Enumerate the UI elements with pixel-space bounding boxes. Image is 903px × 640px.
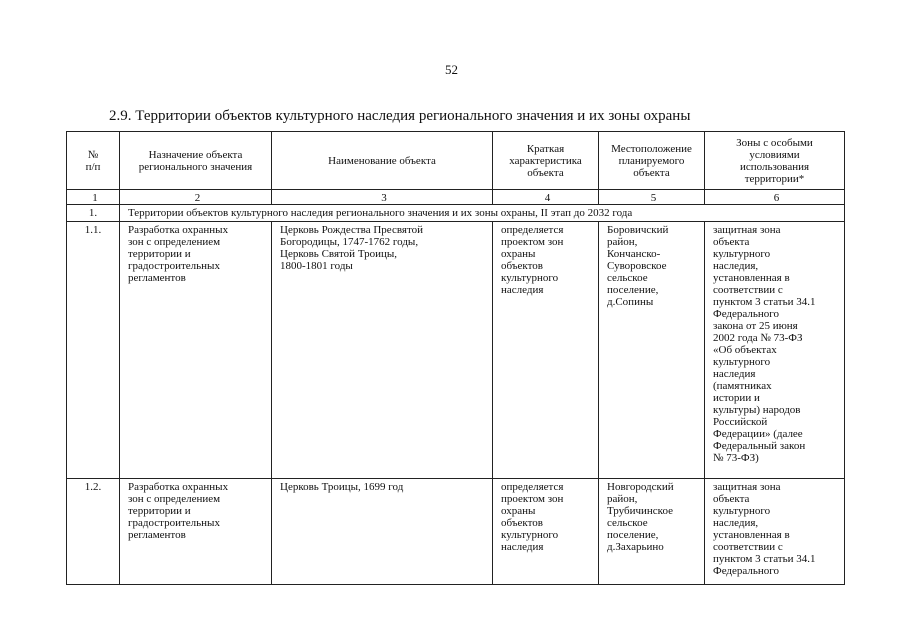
- column-number: 1: [67, 190, 120, 205]
- header-name: Наименование объекта: [272, 132, 493, 190]
- column-number: 2: [120, 190, 272, 205]
- row-name: Церковь Троицы, 1699 год: [272, 479, 493, 585]
- row-location: Боровичский район, Кончанско- Суворовское сельское поселение, д.Сопины: [599, 222, 705, 479]
- table-row: [67, 222, 845, 479]
- row-zones: защитная зона объекта культурного наследия, установленная в соответствии с пунктом 3 статьи 34.1 Федерального закона от 25 июня 2002 года № 73-ФЗ «Об объектах культурного наследия (памятниках истории и культуры) народов Российской Федерации» (далее Федеральный закон № 73-ФЗ): [705, 222, 845, 479]
- section-title: 2.9. Территории объектов культурного наследия регионального значения и их зоны охраны: [109, 108, 691, 124]
- row-characteristic: определяется проектом зон охраны объектов культурного наследия: [493, 222, 599, 479]
- header-zones: Зоны с особыми условиями использования территории*: [705, 132, 845, 190]
- header-num: № п/п: [67, 132, 120, 190]
- table-header-row: [67, 132, 845, 190]
- row-purpose: Разработка охранных зон с определением территории и градостроительных регламентов: [120, 479, 272, 585]
- row-characteristic: определяется проектом зон охраны объектов культурного наследия: [493, 479, 599, 585]
- section-row: [67, 205, 845, 222]
- column-number: 4: [493, 190, 599, 205]
- header-location: Местоположение планируемого объекта: [599, 132, 705, 190]
- page-number: 52: [445, 62, 458, 77]
- column-number: 5: [599, 190, 705, 205]
- section-row-text: Территории объектов культурного наследия регионального значения и их зоны охраны, II этап до 2032 года: [120, 205, 845, 222]
- header-purpose: Назначение объекта регионального значения: [120, 132, 272, 190]
- row-location: Новгородский район, Трубичинское сельское поселение, д.Захарьино: [599, 479, 705, 585]
- row-zones: защитная зона объекта культурного наследия, установленная в соответствии с пунктом 3 статьи 34.1 Федерального: [705, 479, 845, 585]
- column-number: 6: [705, 190, 845, 205]
- column-number-row: [67, 190, 845, 205]
- objects-table: [66, 131, 845, 585]
- column-number: 3: [272, 190, 493, 205]
- header-characteristic: Краткая характеристика объекта: [493, 132, 599, 190]
- section-row-num: 1.: [67, 205, 120, 222]
- row-name: Церковь Рождества Пресвятой Богородицы, 1747-1762 годы, Церковь Святой Троицы, 1800-1801 годы: [272, 222, 493, 479]
- row-purpose: Разработка охранных зон с определением территории и градостроительных регламентов: [120, 222, 272, 479]
- row-num: 1.1.: [67, 222, 120, 479]
- table-row: [67, 479, 845, 585]
- row-num: 1.2.: [67, 479, 120, 585]
